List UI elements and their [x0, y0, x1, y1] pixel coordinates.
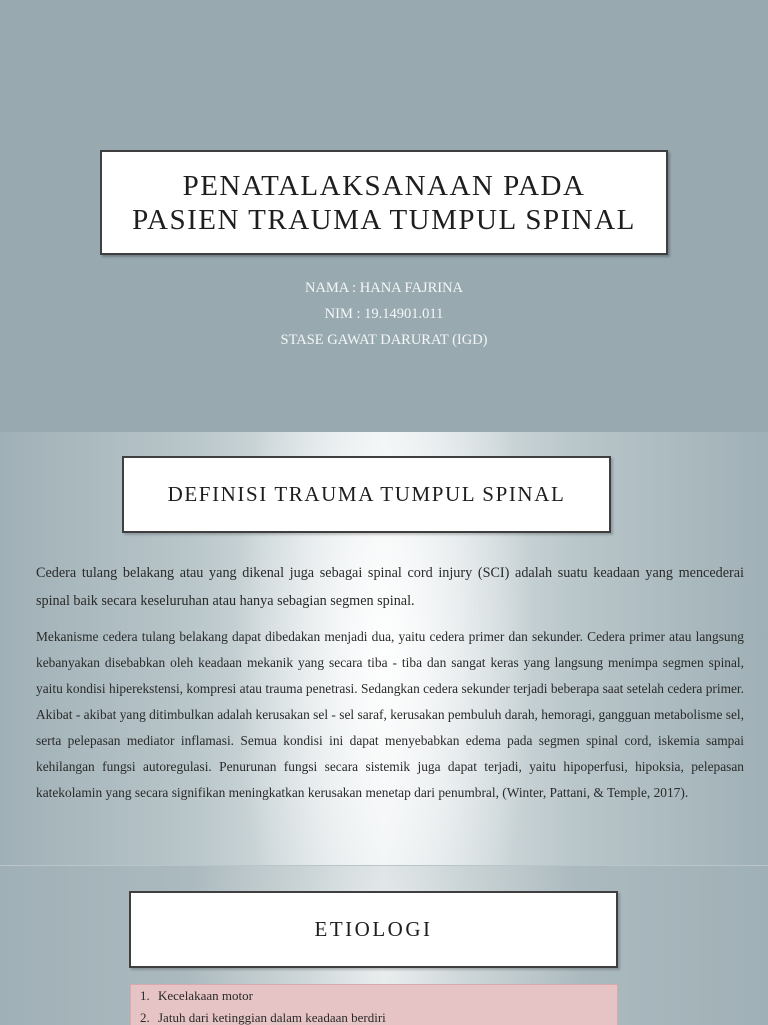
list-item-text: Jatuh dari ketinggian dalam keadaan berdiri: [158, 1010, 386, 1025]
presenter-nim: NIM : 19.14901.011: [324, 306, 444, 322]
list-item-number: 2.: [140, 1010, 150, 1025]
definition-heading: DEFINISI TRAUMA TUMPUL SPINAL: [167, 482, 566, 506]
list-item-text: Kecelakaan motor: [158, 988, 253, 1003]
etiology-heading: ETIOLOGI: [314, 917, 433, 941]
presenter-name: NAMA : HANA FAJRINA: [304, 280, 464, 296]
title-slide: [0, 0, 768, 432]
list-item: [131, 1007, 617, 1025]
etiology-list-box: [130, 984, 618, 1025]
definition-paragraph-2: Mekanisme cedera tulang belakang dapat dibedakan menjadi dua, yaitu cedera primer dan sekunder. Cedera primer atau langsung kebanyakan disebabkan oleh keadaan mekanik yang secara tiba - tiba dan sangat keras yang langsung menimpa segmen spinal, yaitu kondisi hiperekstensi, kompresi atau trauma penetrasi. Sedangkan cedera sekunder terjadi beberapa saat setelah cedera primer. Akibat - akibat yang ditimbulkan adalah kerusakan sel - sel saraf, kerusakan pembuluh darah, hemoragi, gangguan metabolisme sel, serta pelepasan mediator inflamasi. Semua kondisi ini dapat menyebabkan edema pada segmen spinal cord, iskemia sampai kehilangan fungsi autoregulasi. Penurunan fungsi secara sistemik juga dapat terjadi, yaitu hipoperfusi, hipoksia, pelepasan katekolamin yang secara signifikan meningkatkan kerusakan menetap dari penumbral, (Winter, Pattani, & Temple, 2017).: [36, 629, 744, 800]
presentation-title: [132, 169, 636, 237]
title-line-2: PASIEN TRAUMA TUMPUL SPINAL: [132, 203, 636, 236]
etiology-list: [131, 985, 617, 1025]
definition-heading-box: [122, 456, 611, 533]
list-item: [131, 985, 617, 1007]
definition-paragraph-1: Cedera tulang belakang atau yang dikenal juga sebagai spinal cord injury (SCI) adalah suatu keadaan yang mencederai spinal baik secara keseluruhan atau hanya sebagian segmen spinal.: [36, 565, 744, 609]
list-item-number: 1.: [140, 988, 150, 1003]
title-box: [100, 150, 668, 255]
title-line-1: PENATALAKSANAAN PADA: [182, 169, 586, 202]
etiology-heading-box: [129, 891, 618, 968]
definition-slide: [0, 432, 768, 865]
etiology-slide: [0, 865, 768, 1025]
presenter-info: [0, 275, 768, 353]
presenter-stase: STASE GAWAT DARURAT (IGD): [280, 332, 488, 348]
